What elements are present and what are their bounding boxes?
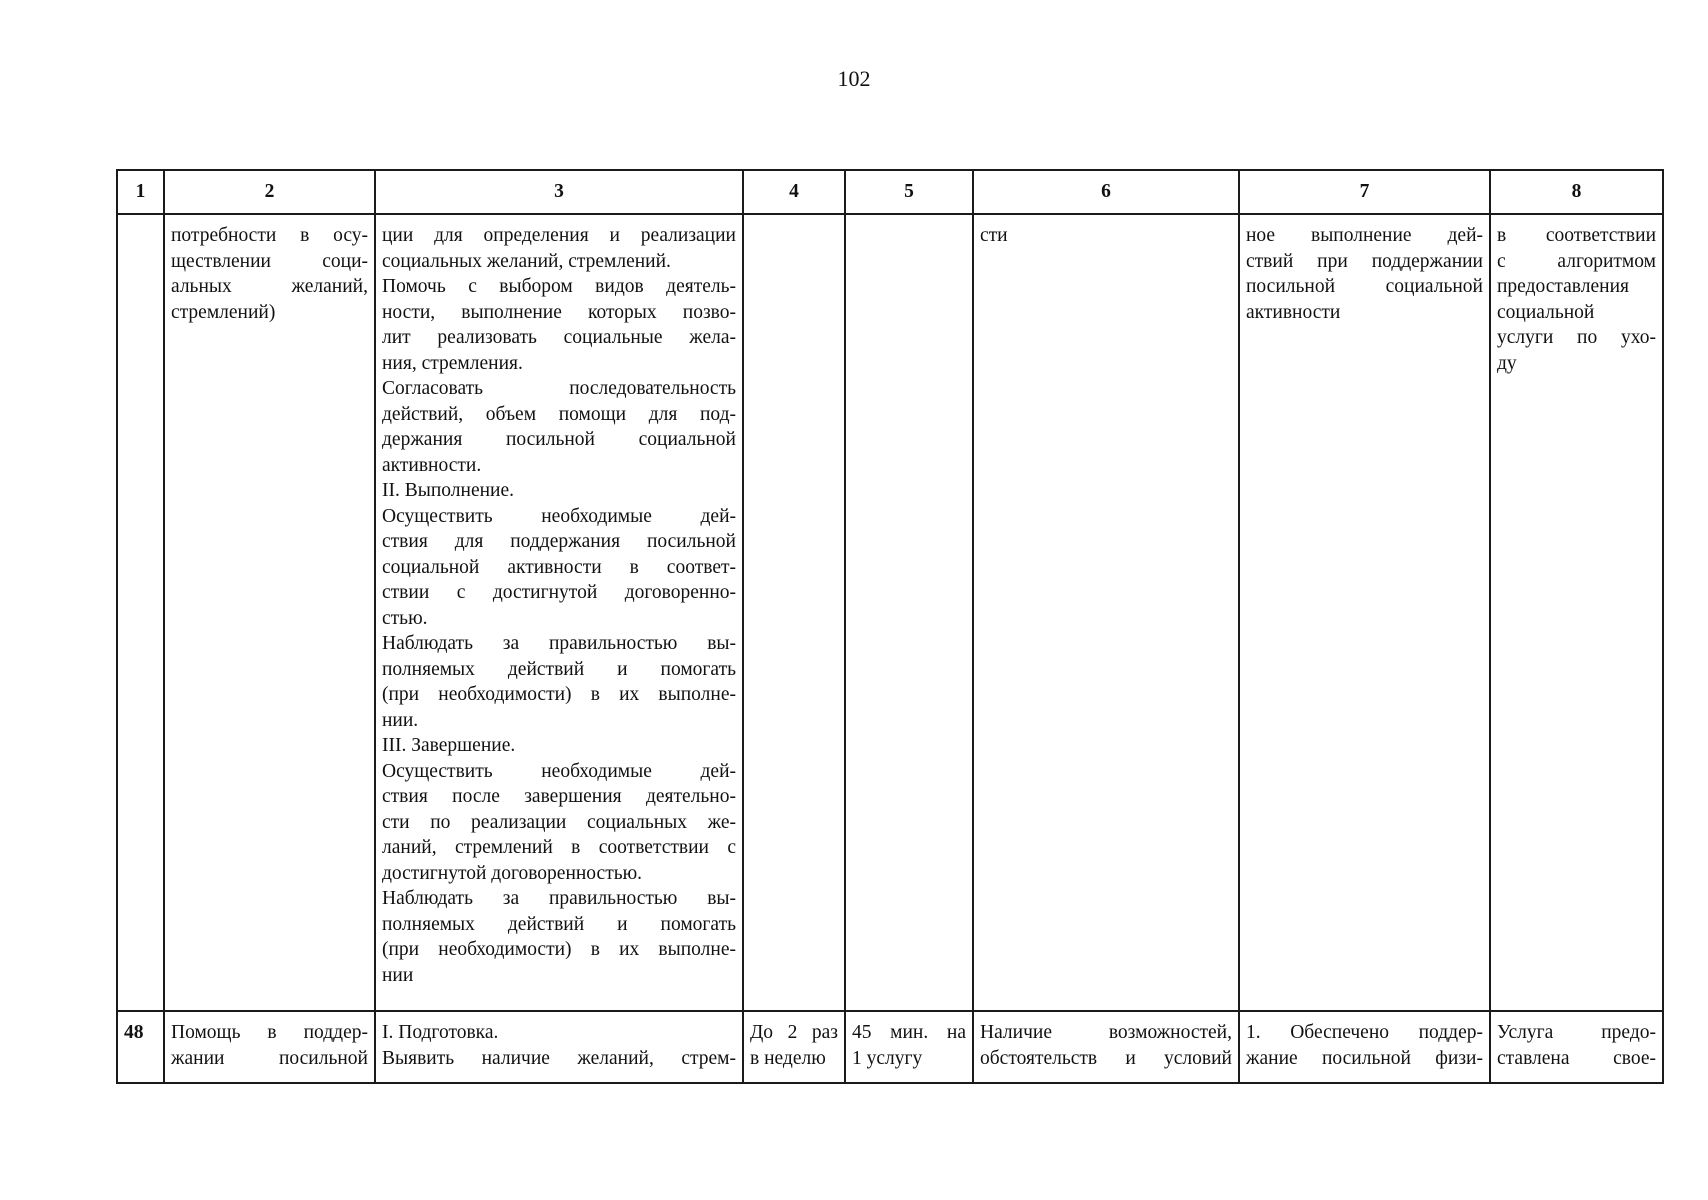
text-line: ности, выполнение которых позво- xyxy=(382,301,736,323)
cell-conditions xyxy=(973,1011,1239,1083)
cell-conditions xyxy=(973,214,1239,1011)
cell-quality xyxy=(1490,214,1663,1011)
table-row-48 xyxy=(117,1011,1663,1083)
table-row-continuation xyxy=(117,214,1663,1011)
text-line: услуги по ухо- xyxy=(1497,327,1656,348)
text-line: нии xyxy=(382,964,414,986)
text-line: II. Выполнение. xyxy=(382,480,514,501)
text-line: ствия для поддержания посильной xyxy=(382,531,736,552)
text-line: Наблюдать за правильностью вы- xyxy=(382,888,736,909)
text-line: Помочь с выбором видов деятель- xyxy=(382,276,736,297)
cell-service-name xyxy=(164,214,375,1011)
text-line: ное выполнение дей- xyxy=(1246,225,1483,246)
cell-service-description xyxy=(375,214,743,1011)
text-line: жание посильной физи- xyxy=(1246,1047,1483,1069)
cell-periodicity xyxy=(743,1011,845,1083)
cell-service-name xyxy=(164,1011,375,1083)
cell-quality xyxy=(1490,1011,1663,1083)
text-line: с алгоритмом xyxy=(1497,250,1656,272)
text-line: ния, стремления. xyxy=(382,352,523,374)
text-line: в неделю xyxy=(750,1047,826,1069)
page-number: 102 xyxy=(837,66,871,91)
header-col-3: 3 xyxy=(375,170,743,214)
text-line: полняемых действий и помогать xyxy=(382,658,736,680)
text-line: посильной социальной xyxy=(1246,276,1483,297)
text-line: нии. xyxy=(382,709,419,731)
text-line: стремлений) xyxy=(171,301,276,323)
text-line: 45 мин. на xyxy=(852,1022,966,1043)
text-line: полняемых действий и помогать xyxy=(382,913,736,935)
text-line: Осуществить необходимые дей- xyxy=(382,760,736,782)
text-line: Услуга предо- xyxy=(1497,1022,1656,1043)
text-line: (при необходимости) в их выполне- xyxy=(382,684,736,705)
text-line: Осуществить необходимые дей- xyxy=(382,505,736,527)
text-line: Выявить наличие желаний, стрем- xyxy=(382,1047,736,1069)
text-line: ствии с достигнутой договоренно- xyxy=(382,582,736,603)
cell-result xyxy=(1239,214,1490,1011)
text-line: Помощь в поддер- xyxy=(171,1022,368,1043)
text-line: III. Завершение. xyxy=(382,735,516,756)
cell-number xyxy=(117,214,164,1011)
text-line: социальной xyxy=(1497,301,1595,323)
table-header-row xyxy=(117,170,1663,214)
header-col-5: 5 xyxy=(845,170,973,214)
text-line: сти по реализации социальных же- xyxy=(382,811,736,833)
text-line: предоставления xyxy=(1497,276,1629,297)
text-line: (при необходимости) в их выполне- xyxy=(382,939,736,960)
text-line: стью. xyxy=(382,607,428,629)
header-col-2: 2 xyxy=(164,170,375,214)
text-line: ции для определения и реализации xyxy=(382,225,736,246)
text-line: потребности в осу- xyxy=(171,225,368,246)
text-line: ствий при поддержании xyxy=(1246,250,1483,272)
text-line: ставлена свое- xyxy=(1497,1047,1656,1069)
cell-time-norm xyxy=(845,1011,973,1083)
text-line: достигнутой договоренностью. xyxy=(382,862,643,884)
text-line: действий, объем помощи для под- xyxy=(382,403,736,425)
text-line: ланий, стремлений в соответствии с xyxy=(382,837,736,858)
text-line: обстоятельств и условий xyxy=(980,1047,1232,1069)
cell-number: 48 xyxy=(117,1011,164,1083)
text-line: социальной активности в соответ- xyxy=(382,556,736,578)
cell-time-norm xyxy=(845,214,973,1011)
text-line: социальных желаний, стремлений. xyxy=(382,250,671,272)
header-col-6: 6 xyxy=(973,170,1239,214)
text-line: ду xyxy=(1497,352,1517,374)
text-line: в соответствии xyxy=(1497,225,1656,246)
text-line: лит реализовать социальные жела- xyxy=(382,327,736,348)
header-col-8: 8 xyxy=(1490,170,1663,214)
header-col-7: 7 xyxy=(1239,170,1490,214)
text-line: Наличие возможностей, xyxy=(980,1022,1232,1043)
cell-service-description xyxy=(375,1011,743,1083)
text-line: ствия после завершения деятельно- xyxy=(382,786,736,807)
text-line: сти xyxy=(980,225,1008,246)
text-line: альных желаний, xyxy=(171,276,368,297)
text-line: ществлении соци- xyxy=(171,250,368,272)
text-line: активности. xyxy=(382,454,482,476)
text-line: активности xyxy=(1246,301,1341,323)
text-line: 1. Обеспечено поддер- xyxy=(1246,1022,1483,1043)
text-line: 1 услугу xyxy=(852,1047,923,1069)
text-line: Наблюдать за правильностью вы- xyxy=(382,633,736,654)
services-table xyxy=(116,169,1664,1084)
text-line: До 2 раз xyxy=(750,1022,838,1043)
header-col-4: 4 xyxy=(743,170,845,214)
cell-periodicity xyxy=(743,214,845,1011)
text-line: Согласовать последовательность xyxy=(382,378,736,399)
header-col-1: 1 xyxy=(117,170,164,214)
text-line: I. Подготовка. xyxy=(382,1022,499,1043)
cell-result xyxy=(1239,1011,1490,1083)
text-line: держания посильной социальной xyxy=(382,429,736,450)
text-line: жании посильной xyxy=(171,1047,368,1069)
